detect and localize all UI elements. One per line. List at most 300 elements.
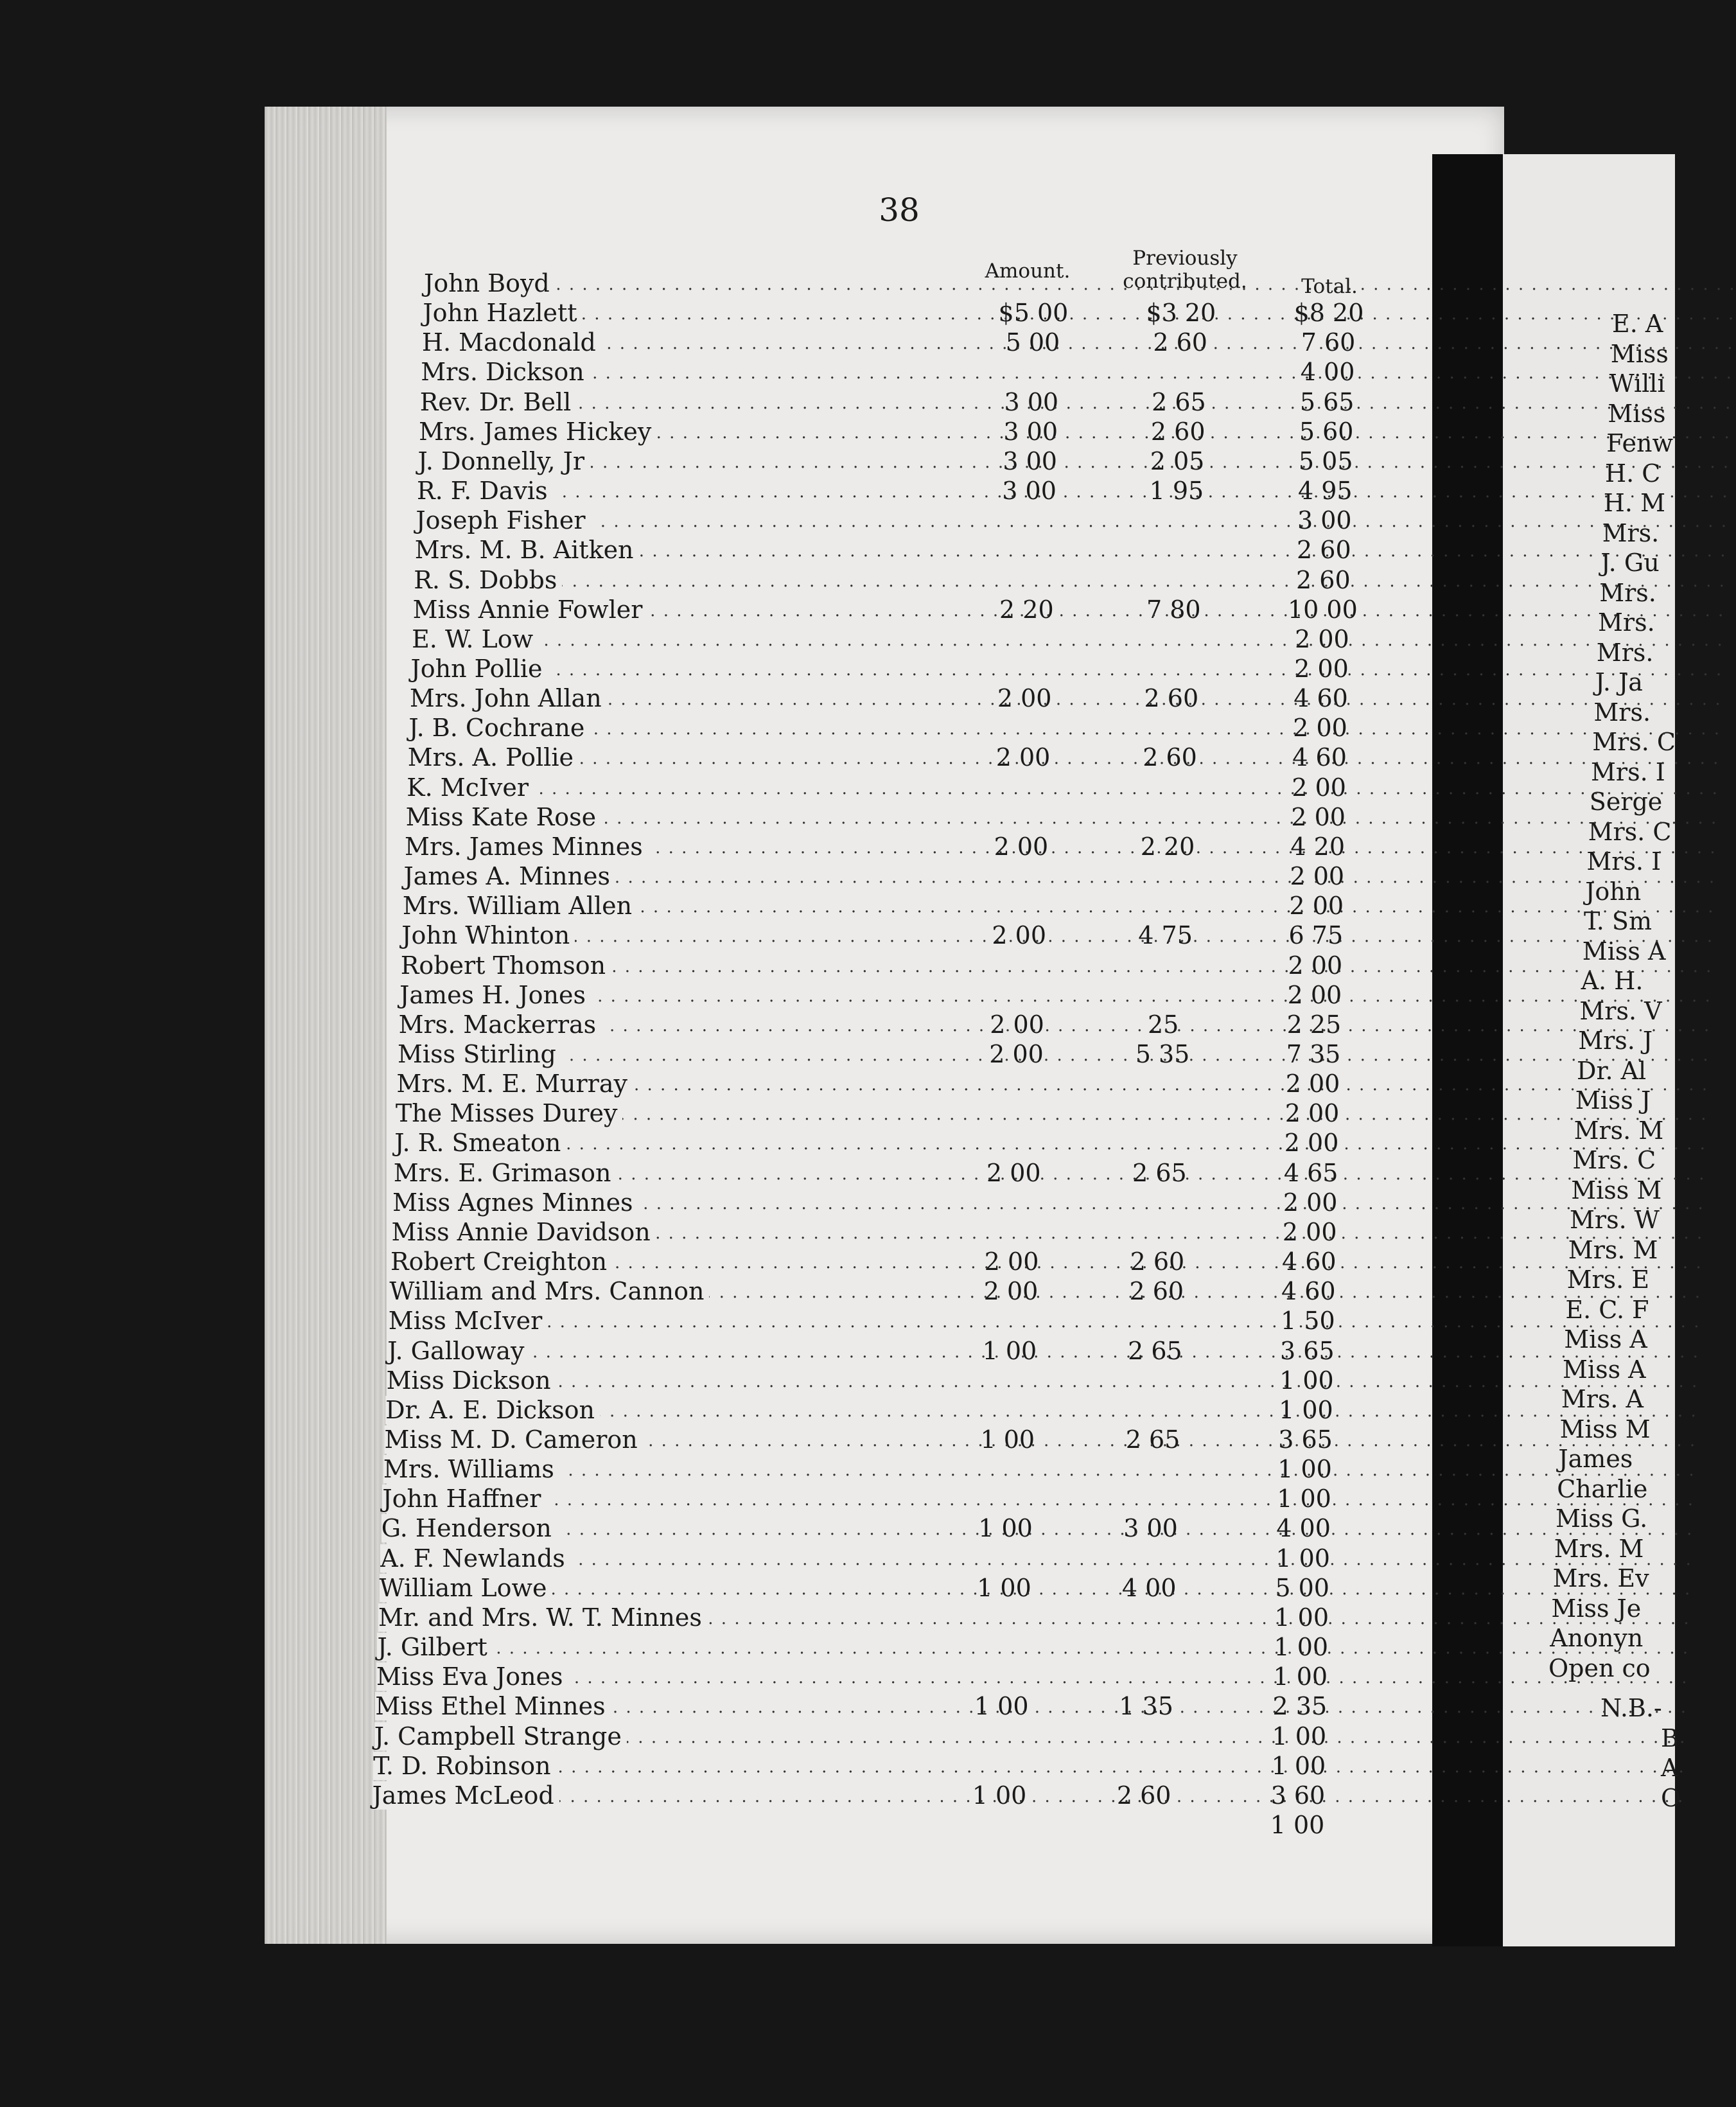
contributor-name-cell [394,1128,931,1158]
contributor-name-cell [376,1662,918,1691]
total-value: 4 95 [1297,477,1353,506]
ledger-row [401,951,1428,980]
right-page-fragment: Charlie [1557,1474,1648,1503]
total-value: 6 75 [1288,921,1344,950]
amount-value: 2 00 [997,684,1052,713]
total-value: 2 00 [1295,624,1349,653]
right-page-fragment: Mrs. V [1579,996,1662,1025]
contributor-name: Robert Thomson [401,951,611,980]
contributor-name: A. F. Newlands [380,1544,570,1573]
right-page-fragment: Mrs. C [1572,1146,1656,1174]
previously-contributed-value: 2 65 [1125,1425,1180,1454]
contributor-name-cell [374,1722,917,1751]
ledger-row [394,1128,1422,1158]
total-value: 1 00 [1271,1751,1326,1780]
contributor-name: E. W. Low [412,625,538,653]
contributor-name-cell [411,654,942,683]
amount-value: 3 00 [1004,387,1059,416]
ledger-row [405,832,1432,861]
contributor-name-cell [405,832,938,861]
total-value: 7 60 [1301,328,1356,357]
amount-value: 2 00 [995,743,1051,772]
ledger-row [407,773,1434,802]
right-page-fragment: H. M [1603,489,1666,517]
amount-value: 3 00 [1003,446,1057,475]
right-page-fragment: Miss A [1563,1355,1646,1384]
total-value: 1 00 [1270,1811,1325,1839]
ledger-row [422,328,1450,357]
total-value: 2 00 [1289,892,1344,921]
contributor-name-cell [383,1454,924,1484]
previously-contributed-value: 1 95 [1149,477,1204,506]
right-page-fragment: A. H. [1581,967,1644,995]
contributor-name-cell [396,1098,932,1128]
contributor-name-cell [414,565,943,595]
right-page-fragment: Miss M [1571,1176,1662,1204]
contributor-name: R. F. Davis [417,477,553,505]
total-value: 5 05 [1298,446,1353,475]
right-page-fragment: Mrs. E [1566,1265,1650,1294]
ledger-row [411,654,1439,683]
total-value: 4 20 [1290,832,1346,861]
total-value: 1 50 [1281,1307,1335,1336]
total-value: 2 00 [1291,802,1346,831]
right-page-fragment: B [1661,1724,1679,1752]
contributor-name: Dr. A. E. Dickson [385,1396,600,1424]
ledger-row [381,1513,1409,1543]
contributor-name-cell [394,1158,931,1188]
contributor-name-cell [381,1513,922,1543]
total-value: 1 00 [1273,1662,1328,1691]
right-page-fragment: Mrs. J [1578,1027,1653,1055]
right-page-fragment: Miss J [1575,1086,1651,1115]
contributor-name-cell [378,1603,920,1632]
contributor-name-cell [399,980,934,1010]
contributor-name-cell [387,1336,926,1366]
right-page-fragment: Miss A [1582,937,1666,965]
total-value: 7 35 [1286,1040,1341,1068]
total-value: 1 00 [1274,1633,1329,1662]
contributor-name-cell [392,1188,929,1217]
previously-contributed-value: 1 35 [1119,1692,1173,1721]
total-value: 2 60 [1296,565,1351,594]
ledger-row [418,446,1446,476]
contributor-name-cell [421,357,949,387]
contributor-name: Joseph Fisher [416,506,590,534]
amount-value: 1 00 [974,1692,1029,1721]
right-page-fragment: Mrs. M [1568,1235,1658,1264]
contributor-name: G. Henderson [381,1514,557,1542]
right-page-fragment: Anonyn [1550,1624,1644,1652]
amount-value: 5 00 [1005,328,1060,357]
previously-contributed-value: 7 80 [1146,595,1201,624]
previously-contributed-value: 2 60 [1129,1277,1184,1306]
ledger-row [392,1217,1419,1247]
amount-value: 3 00 [1003,417,1058,446]
total-value: 1 00 [1277,1485,1331,1513]
total-value: 5 65 [1299,387,1355,416]
right-page-fragment: Mrs. C [1592,728,1676,756]
contributor-name-cell [403,891,936,921]
ledger-row [374,1722,1402,1751]
total-value: 4 60 [1281,1247,1337,1276]
total-value: 1 00 [1276,1544,1330,1573]
contributor-name-cell [401,951,935,980]
right-page-fragment: Miss M [1559,1415,1651,1443]
amount-value: 3 00 [1002,477,1057,506]
ledger-row [387,1336,1415,1366]
total-value: 2 00 [1294,655,1349,683]
contributor-name-cell [418,446,947,476]
previously-contributed-value: 25 [1147,1010,1179,1039]
amount-value: 2 00 [984,1247,1039,1276]
contributor-name-cell [424,269,951,298]
amount-value: 2 20 [999,595,1054,624]
right-page-fragment: J. Gu [1600,549,1660,577]
contributor-name-cell [389,1306,927,1336]
total-value: 3 00 [1297,506,1352,535]
previously-contributed-value: 2 60 [1143,743,1197,772]
ledger-row [380,1544,1408,1573]
right-page-fragment: Mrs. [1593,698,1651,727]
contributor-name-cell [412,624,942,654]
contributor-name-cell [385,1425,924,1454]
contributor-name: James McLeod [373,1781,559,1810]
contributor-name-cell [401,921,935,950]
total-value: 5 00 [1275,1573,1329,1602]
ledger-row [423,298,1450,328]
contributor-name: Miss Agnes Minnes [392,1188,638,1217]
amount-value: 2 00 [992,921,1047,950]
contributor-name: Miss Kate Rose [406,803,602,831]
ledger-row [390,1247,1418,1276]
total-value: 1 00 [1279,1366,1334,1395]
total-value: 2 00 [1283,1188,1338,1217]
right-page-fragment: Miss Je [1551,1594,1642,1623]
contributor-name: John Hazlett [423,299,582,327]
ledger-row [415,535,1442,565]
contributor-name-cell [407,773,939,802]
column-header-amount: Amount. [985,260,1071,283]
contributor-name: Miss M. D. Cameron [385,1425,643,1454]
total-value: 3 65 [1278,1425,1333,1454]
total-value: 2 00 [1285,1070,1340,1098]
right-page-fragment: Mrs. [1596,638,1654,667]
right-page-fragment: Dr. Al [1577,1056,1647,1085]
total-value: $8 20 [1293,299,1364,328]
right-page-fragment: H. C [1605,459,1661,488]
column-header-total: Total. [1301,275,1358,298]
contributor-name-cell [398,1039,933,1069]
right-page-fragment: Mrs. C [1588,817,1672,846]
total-value: 2 00 [1282,1217,1337,1246]
ledger-row [421,357,1448,387]
contributor-name: J. Gilbert [377,1633,492,1661]
right-page-fragment: Open co [1548,1653,1651,1682]
contributor-name-cell [422,328,949,357]
right-page-fragment: Willi [1609,369,1665,398]
column-header-previously-line1: Previously [1132,247,1238,270]
right-page-fragment: Fenw [1606,429,1673,457]
contributor-name: K. McIver [407,773,534,802]
amount-value: 1 00 [972,1781,1027,1810]
contributor-name-cell [396,1069,932,1098]
contributor-name: Mrs. James Hickey [419,418,656,446]
ledger-row [413,595,1441,624]
right-page-fragment: Mrs. A [1561,1385,1644,1413]
contributor-name-cell [399,1010,934,1039]
ledger-row [394,1158,1421,1188]
ledger-row [392,1188,1420,1217]
right-page-fragment: E. C. F [1565,1295,1649,1324]
ledger-row [399,1010,1426,1039]
previously-contributed-value: 2 60 [1153,328,1207,357]
amount-value: 1 00 [978,1514,1033,1543]
ledger-row [385,1425,1412,1454]
contributor-name-cell [408,743,940,772]
previously-contributed-value: 2 60 [1150,417,1206,446]
contributor-name: John Boyd [424,269,555,297]
contributor-name-cell [375,1691,918,1721]
ledger-row [382,1484,1410,1513]
contributor-name: Rev. Dr. Bell [420,388,577,416]
contributor-name-cell [382,1484,922,1513]
ledger-row [396,1098,1423,1128]
contributor-name: William and Mrs. Cannon [389,1277,709,1305]
contributor-name-cell [417,476,946,506]
total-value: 10 00 [1288,595,1358,624]
previously-contributed-value: 2 65 [1128,1336,1182,1365]
right-page-fragment: Mrs. M [1574,1116,1664,1145]
ledger-row [417,476,1444,506]
total-value: 3 65 [1280,1336,1335,1365]
contributor-name-cell [390,1247,928,1276]
ledger-row [412,624,1439,654]
amount-value: 2 00 [986,1158,1041,1187]
previously-contributed-value: 2 05 [1150,446,1205,475]
contributor-name: Mrs. William Allen [403,892,637,920]
right-page-fragment: John [1585,877,1642,906]
right-page-fragment: E. A [1612,310,1663,338]
amount-value: 2 00 [994,832,1049,861]
total-value: 2 00 [1288,951,1343,980]
previously-contributed-value: 4 75 [1138,921,1193,950]
total-value: 5 60 [1299,417,1354,446]
previously-contributed-value: 2 65 [1132,1158,1187,1187]
ledger-row [378,1603,1406,1632]
contributor-name: J. Donnelly, Jr [418,447,590,475]
amount-value: 2 00 [983,1277,1039,1306]
contributor-name-cell [385,1395,925,1425]
contributor-name: John Whinton [401,921,575,949]
right-page-fragment: Mrs. I [1591,757,1665,786]
ledger-row [373,1751,1401,1781]
ledger-row [371,1810,1399,1840]
ledger-row [416,506,1443,535]
previously-contributed-value: 3 00 [1123,1514,1178,1543]
contributor-name-cell [410,683,941,713]
ledger-row [420,387,1448,417]
column-header-previously-line2: contributed. [1123,270,1247,293]
right-page-fragment: Mrs. I [1586,847,1661,876]
contributor-name-cell [387,1366,925,1395]
ledger-row [389,1276,1417,1306]
total-value: 2 00 [1290,862,1345,891]
amount-value: 1 00 [980,1425,1035,1454]
previously-contributed-value: 2 65 [1152,387,1206,416]
right-page-fragment: Mrs. [1598,608,1655,637]
ledger-row [403,861,1431,891]
right-page-fragment: Miss G. [1556,1504,1648,1533]
total-value: 2 25 [1286,1010,1342,1039]
contributor-name-cell [420,387,948,417]
ledger-row [387,1366,1414,1395]
right-page-fragment: T. Sm [1584,907,1652,935]
contributor-name: Mrs. John Allan [410,684,607,712]
amount-value: 2 00 [989,1040,1044,1068]
ledger-row [383,1454,1411,1484]
total-value: 4 60 [1293,684,1348,713]
contributor-name: Robert Creighton [390,1247,612,1276]
right-page-fragment: Miss [1610,339,1669,368]
contributor-name-cell [415,535,945,565]
ledger-row [419,417,1446,446]
ledger-row [424,269,1451,298]
contributor-name-cell [377,1632,919,1662]
ledger-row [385,1395,1413,1425]
contributor-name: Mrs. Williams [383,1455,559,1483]
previously-contributed-value: $3 20 [1146,299,1216,328]
contributor-name: Mrs. M. B. Aitken [415,536,639,564]
contributor-name-cell [380,1544,921,1573]
total-value: 4 65 [1283,1158,1338,1187]
contributor-name: Miss Eva Jones [376,1662,568,1691]
contributor-name-cell [373,1751,916,1781]
total-value: 2 00 [1292,773,1346,802]
contributor-name: R. S. Dobbs [414,566,562,594]
contributor-name: Mrs. E. Grimason [394,1159,617,1187]
right-page-fragment: Serge [1589,788,1663,816]
ledger-row [401,921,1429,950]
total-value: 1 00 [1279,1395,1333,1424]
contributor-name-cell [416,506,945,535]
right-page-fragment: Miss A [1564,1325,1647,1353]
previously-contributed-value: 2 20 [1140,832,1195,861]
ledger-row [396,1069,1424,1098]
contributor-name-cell [408,713,940,743]
right-page-fragment: James [1558,1445,1633,1473]
right-page-fragment: N.B.- [1600,1694,1662,1722]
total-value: 2 00 [1284,1099,1340,1128]
contributor-name: James A. Minnes [403,862,615,890]
contributor-name-cell [373,1781,916,1810]
contributor-name: Miss Dickson [387,1366,556,1395]
right-page-fragment: Mrs. W [1570,1206,1660,1234]
contributor-name: Mrs. Mackerras [399,1010,602,1039]
right-page-fragment: Mrs. M [1554,1534,1644,1563]
amount-value: $5 00 [998,299,1069,328]
total-value: 2 00 [1293,714,1347,743]
amount-value: 1 00 [977,1573,1031,1602]
total-value: 1 00 [1274,1603,1329,1632]
ledger-row [373,1781,1400,1810]
contributor-name: T. D. Robinson [373,1752,556,1780]
contributor-name: Miss McIver [389,1307,547,1335]
contributor-name: J. B. Cochrane [408,714,590,742]
right-page-fragment: A [1661,1754,1679,1782]
total-value: 2 00 [1284,1129,1339,1158]
total-value: 4 00 [1276,1514,1331,1543]
ledger-row [398,1039,1425,1069]
contributor-name: Mr. and Mrs. W. T. Minnes [378,1603,707,1632]
contributor-name-cell [406,802,938,832]
contributor-name-cell [423,298,950,328]
right-page-fragment: Miss [1608,399,1666,428]
ledger-row [399,980,1427,1010]
ledger-row [408,713,1436,743]
previously-contributed-value: 2 60 [1144,684,1199,713]
total-value: 3 60 [1270,1781,1326,1810]
right-page-fragment: Mrs. [1599,578,1656,607]
contributor-name: Miss Ethel Minnes [375,1692,610,1720]
total-value: 1 00 [1277,1455,1332,1484]
ledger-row [403,891,1430,921]
contributor-name-cell [392,1217,929,1247]
total-value: 2 60 [1297,536,1351,565]
contributor-name-cell [403,861,936,891]
right-page-fragment: J. Ja [1595,668,1643,696]
total-value: 2 00 [1287,980,1342,1009]
amount-value: 2 00 [990,1010,1044,1039]
contributor-name: John Haffner [382,1485,546,1513]
contributor-name: H. Macdonald [422,328,601,357]
contributor-name: J. Galloway [387,1337,529,1365]
contributor-name: J. Campbell Strange [374,1722,627,1750]
ledger-row [380,1573,1407,1603]
ledger-row [389,1306,1416,1336]
contributor-name: William Lowe [380,1574,552,1602]
total-value: 2 35 [1272,1692,1328,1721]
contributor-name: John Pollie [411,655,548,683]
ledger-row [410,683,1437,713]
total-value: 4 60 [1292,743,1347,772]
total-value: 1 00 [1272,1722,1327,1750]
right-page-fragment: Mrs. Ev [1552,1564,1649,1592]
right-page-fragment: O [1661,1783,1681,1812]
contributor-name: J. R. Smeaton [394,1129,566,1157]
page-edge-stack [265,107,387,1944]
previously-contributed-value: 4 00 [1121,1573,1177,1602]
contributor-name-cell [419,417,947,446]
contributor-name-cell [389,1276,927,1306]
contributor-name: Miss Annie Fowler [413,595,648,624]
contributor-name: The Misses Durey [396,1099,623,1127]
contributor-name: Mrs. A. Pollie [408,743,579,771]
previously-contributed-value: 2 60 [1116,1781,1171,1810]
contributor-name: Mrs. James Minnes [405,833,648,861]
total-value: 4 60 [1281,1277,1336,1306]
ledger-row [408,743,1435,772]
ledger-row [377,1632,1405,1662]
contributor-name: Miss Annie Davidson [392,1218,656,1246]
contributor-name-cell [413,595,943,624]
contributor-name: James H. Jones [399,981,591,1009]
previously-contributed-value: 2 60 [1130,1247,1185,1276]
ledger-row [406,802,1434,832]
previously-contributed-value: 5 35 [1135,1040,1190,1068]
ledger-row [375,1691,1403,1721]
total-value: 4 00 [1300,358,1355,387]
